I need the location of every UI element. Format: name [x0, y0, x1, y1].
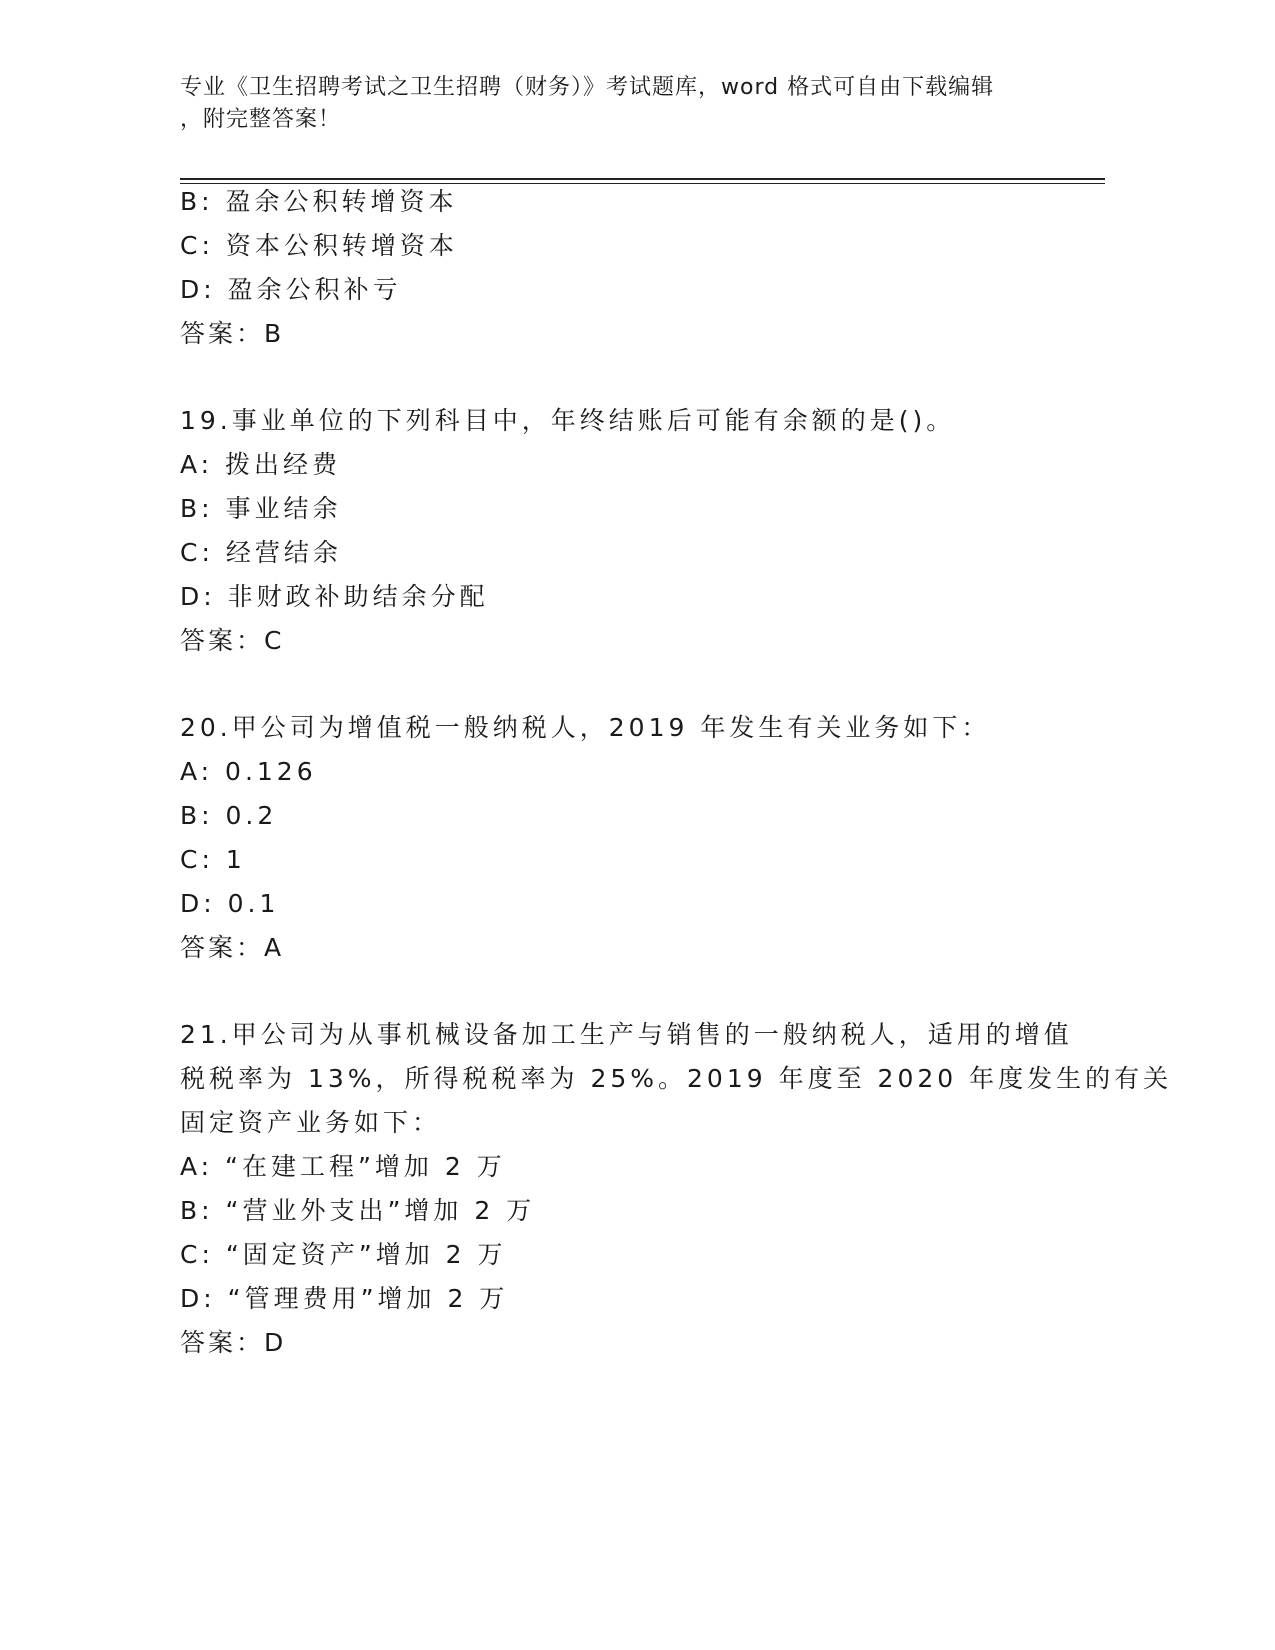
- spacer: [180, 356, 1040, 399]
- option-b: B: 事业结余: [180, 494, 342, 523]
- option-a: A: 0.126: [180, 757, 317, 786]
- header-line-1: 专业《卫生招聘考试之卫生招聘（财务）》考试题库，word 格式可自由下载编辑: [180, 75, 995, 100]
- answer: 答案：B: [180, 319, 285, 348]
- option-b: B: 盈余公积转增资本: [180, 187, 458, 216]
- question-21: [180, 1013, 1173, 1365]
- option-c: C: “固定资产”增加 2 万: [180, 1240, 507, 1269]
- option-c: C: 经营结余: [180, 538, 342, 567]
- answer: 答案：D: [180, 1328, 287, 1357]
- question-content: [180, 180, 1173, 1365]
- option-d: D: 0.1: [180, 889, 280, 918]
- option-b: B: 0.2: [180, 801, 278, 830]
- spacer: [180, 970, 1040, 1013]
- question-stem: 19.事业单位的下列科目中，年终结账后可能有余额的是()。: [180, 406, 956, 435]
- option-c: C: 资本公积转增资本: [180, 231, 458, 260]
- answer: 答案：C: [180, 626, 285, 655]
- option-d: D: 非财政补助结余分配: [180, 582, 489, 611]
- question-stem-line-2: 税税率为 13%，所得税税率为 25%。2019 年度至 2020 年度发生的有关: [180, 1064, 1173, 1093]
- option-b: B: “营业外支出”增加 2 万: [180, 1196, 536, 1225]
- spacer: [180, 663, 1040, 706]
- option-a: A: 拨出经费: [180, 450, 342, 479]
- question-19: [180, 399, 1040, 663]
- question-stem-line-1: 21.甲公司为从事机械设备加工生产与销售的一般纳税人，适用的增值: [180, 1020, 1073, 1049]
- option-a: A: “在建工程”增加 2 万: [180, 1152, 506, 1181]
- option-d: D: “管理费用”增加 2 万: [180, 1284, 509, 1313]
- option-c: C: 1: [180, 845, 246, 874]
- answer: 答案：A: [180, 933, 285, 962]
- question-20: [180, 706, 1040, 970]
- question-stem: 20.甲公司为增值税一般纳税人，2019 年发生有关业务如下：: [180, 713, 991, 742]
- question-stem-line-3: 固定资产业务如下：: [180, 1108, 442, 1137]
- question-fragment: [180, 180, 1040, 356]
- page-header: [180, 72, 1040, 136]
- header-line-2: ，附完整答案！: [180, 107, 342, 132]
- option-d: D: 盈余公积补亏: [180, 275, 402, 304]
